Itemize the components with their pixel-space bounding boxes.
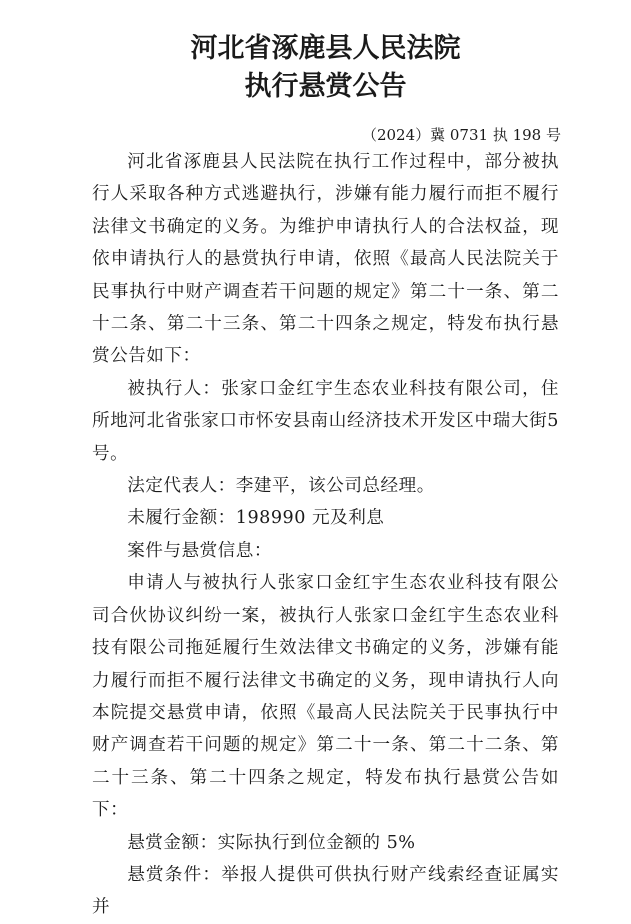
outstanding-amount-paragraph: 未履行金额：198990 元及利息 (127, 508, 385, 529)
case-number: （2024）冀 0731 执 198 号 (361, 126, 561, 144)
court-name-title: 河北省涿鹿县人民法院 (190, 33, 461, 64)
respondent-paragraph: 被执行人：张家口金红宇生态农业科技有限公司，住所地河北省张家口市怀安县南山经济技术开发区中瑞大街5号。 (92, 378, 559, 464)
intro-paragraph: 河北省涿鹿县人民法院在执行工作过程中，部分被执行人采取各种方式逃避执行，涉嫌有能力履行而拒不履行法律文书确定的义务。为维护申请执行人的合法权益，现依申请执行人的悬赏执行申请，依照《最高人民法院关于民事执行中财产调查若干问题的规定》第二十一条、第二十二条、第二十三条、第二十四条之规定，特发布执行悬赏公告如下： (92, 152, 559, 367)
notice-title: 执行悬赏公告 (244, 71, 407, 102)
case-details-paragraph: 申请人与被执行人张家口金红宇生态农业科技有限公司合伙协议纠纷一案，被执行人张家口金红宇生态农业科技有限公司拖延履行生效法律文书确定的义务，涉嫌有能力履行而拒不履行法律文书确定的义务，现申请执行人向本院提交悬赏申请，依照《最高人民法院关于民事执行中财产调查若干问题的规定》第二十一条、第二十二条、第二十三条、第二十四条之规定，特发布执行悬赏公告如下： (92, 573, 559, 821)
case-reward-info-heading: 案件与悬赏信息： (127, 540, 272, 561)
reward-amount-paragraph: 悬赏金额：实际执行到位金额的 5% (127, 832, 416, 853)
reward-conditions-paragraph: 悬赏条件：举报人提供可供执行财产线索经查证属实并 (92, 864, 559, 918)
legal-representative-paragraph: 法定代表人：李建平，该公司总经理。 (127, 476, 435, 497)
